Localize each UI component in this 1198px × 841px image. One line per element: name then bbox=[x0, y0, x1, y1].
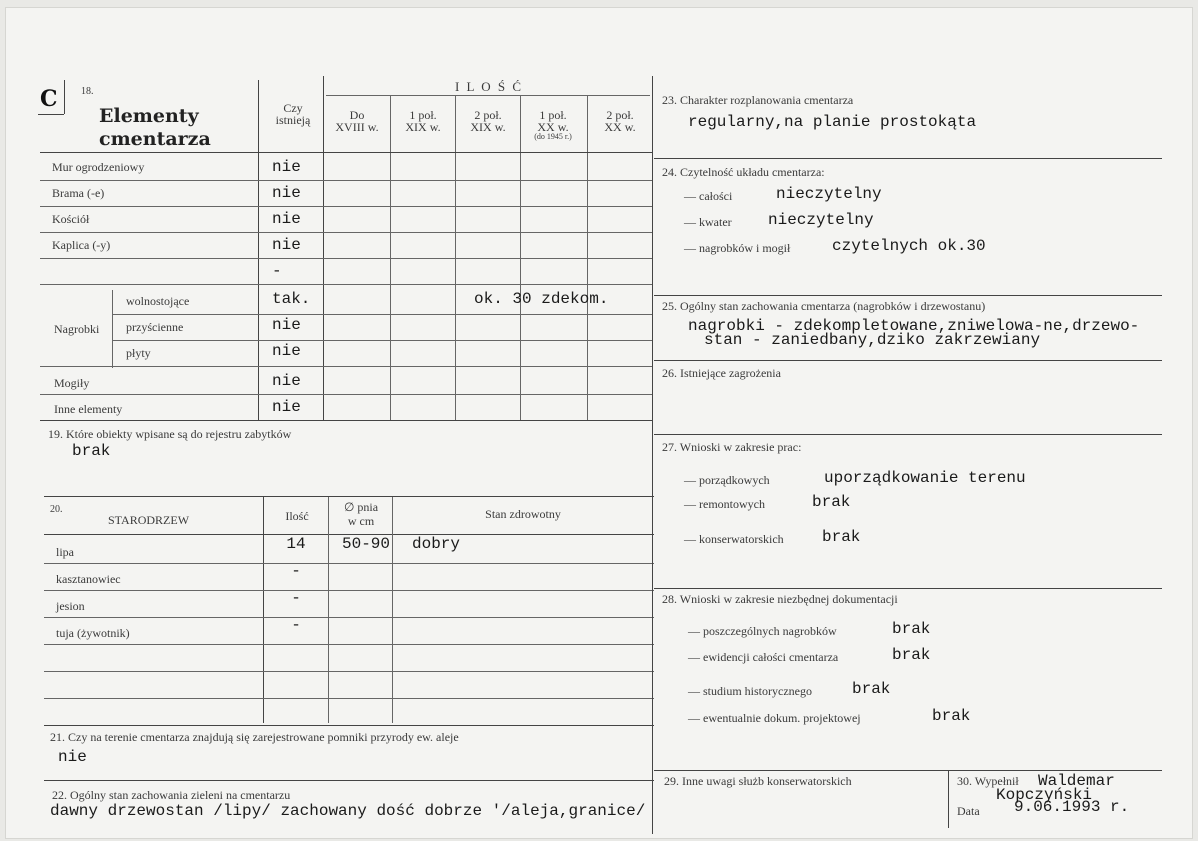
element-row-label: Inne elementy bbox=[54, 402, 123, 416]
nagrobki-label: Nagrobki bbox=[54, 322, 100, 336]
nagrobki-row-label: wolnostojące bbox=[126, 294, 190, 308]
s28-item-value: brak bbox=[892, 620, 931, 638]
starodrzew-row-qty: - bbox=[291, 616, 301, 634]
s27-item-label: — porządkowych bbox=[684, 473, 770, 487]
s19-value: brak bbox=[72, 442, 111, 460]
element-row-label: Kościół bbox=[52, 212, 90, 226]
nagrobki-row-value: nie bbox=[272, 316, 301, 334]
elements-title-line1: Elementy bbox=[99, 105, 199, 127]
nagrobki-row-label: płyty bbox=[126, 346, 151, 360]
element-row-label: Mur ogrodzeniowy bbox=[52, 160, 145, 174]
s23-label: 23. Charakter rozplanowania cmentarza bbox=[662, 93, 854, 107]
s26-label: 26. Istniejące zagrożenia bbox=[662, 366, 781, 380]
element-row-value: - bbox=[272, 262, 282, 280]
s25-line1: nagrobki - zdekompletowane,zniwelowa-ne,drzewo- bbox=[688, 317, 1140, 335]
section-letter: C bbox=[40, 86, 58, 112]
s27-label: 27. Wnioski w zakresie prac: bbox=[662, 440, 802, 454]
starodrzew-row-stan: dobry bbox=[412, 535, 461, 553]
ilosc-col-2-line2: XIX w. bbox=[470, 120, 506, 134]
element-row-value: nie bbox=[272, 398, 301, 416]
ilosc-col-2-line1: 2 poł. bbox=[474, 108, 502, 122]
s29-label: 29. Inne uwagi służb konserwatorskich bbox=[664, 774, 852, 788]
s21-label: 21. Czy na terenie cmentarza znajdują się zarejestrowane pomniki przyrody ew. aleje bbox=[50, 730, 459, 744]
element-row-value: nie bbox=[272, 184, 301, 202]
s20-col-ilosc: Ilość bbox=[285, 509, 309, 523]
element-row-label: Kaplica (-y) bbox=[52, 238, 111, 252]
element-row-value: nie bbox=[272, 158, 301, 176]
ilosc-col-3-line2: XX w. bbox=[537, 120, 569, 134]
elements-title-line2: cmentarza bbox=[99, 128, 211, 150]
s27-item-label: — konserwatorskich bbox=[684, 532, 784, 546]
ilosc-col-1-line2: XIX w. bbox=[405, 120, 441, 134]
starodrzew-row-name: tuja (żywotnik) bbox=[56, 626, 130, 640]
element-row-value: nie bbox=[272, 210, 301, 228]
ilosc-col-1-line1: 1 poł. bbox=[409, 108, 437, 122]
s28-item-label: — ewentualnie dokum. projektowej bbox=[688, 711, 861, 725]
starodrzew-row-qty: - bbox=[291, 562, 301, 580]
s27-item-value: brak bbox=[812, 493, 851, 511]
s25-line2: stan - zaniedbany,dziko zakrzewiany bbox=[704, 331, 1041, 349]
s28-item-value: brak bbox=[852, 680, 891, 698]
s20-col-stan: Stan zdrowotny bbox=[485, 507, 561, 521]
element-row-value: nie bbox=[272, 372, 301, 390]
s20-number: 20. bbox=[50, 504, 63, 515]
s22-value: dawny drzewostan /lipy/ zachowany dość dobrze '/aleja,granice/ bbox=[50, 802, 646, 820]
s28-item-value: brak bbox=[932, 707, 971, 725]
s30-label: 30. Wypełnił bbox=[957, 774, 1019, 788]
starodrzew-row-qty: 14 bbox=[286, 535, 306, 553]
s27-item-value: brak bbox=[822, 528, 861, 546]
s30-name1: Waldemar bbox=[1038, 772, 1115, 790]
starodrzew-row-name: jesion bbox=[56, 599, 85, 613]
s24-label: 24. Czytelność układu cmentarza: bbox=[662, 165, 825, 179]
ilosc-col-4-line2: XX w. bbox=[604, 120, 636, 134]
s24-item-value: nieczytelny bbox=[776, 185, 882, 203]
ilosc-col-3-line3: (do 1945 r.) bbox=[534, 132, 572, 141]
ilosc-header: I L O Ś Ć bbox=[454, 79, 524, 94]
element-row-value: nie bbox=[272, 236, 301, 254]
s27-item-value: uporządkowanie terenu bbox=[824, 469, 1026, 487]
starodrzew-row-qty: - bbox=[291, 589, 301, 607]
s28-item-label: — poszczególnych nagrobków bbox=[688, 624, 837, 638]
s19-label: 19. Które obiekty wpisane są do rejestru zabytków bbox=[48, 427, 292, 441]
ilosc-col-0-line2: XVIII w. bbox=[335, 120, 379, 134]
ilosc-col-0-line1: Do bbox=[349, 108, 365, 122]
nagrobki-row-value: nie bbox=[272, 342, 301, 360]
section-18-number: 18. bbox=[81, 86, 94, 97]
s24-item-value: nieczytelny bbox=[768, 211, 874, 229]
starodrzew-row-diam: 50-90 bbox=[342, 535, 391, 553]
s21-value: nie bbox=[58, 748, 87, 766]
s22-label: 22. Ogólny stan zachowania zieleni na cmentarzu bbox=[52, 788, 291, 802]
starodrzew-row-name: lipa bbox=[56, 545, 74, 559]
nagrobki-row-value: tak. bbox=[272, 290, 311, 308]
s20-col-pnia-2: w cm bbox=[347, 514, 375, 528]
starodrzew-title: STARODRZEW bbox=[108, 513, 190, 527]
s24-item-label: — całości bbox=[684, 189, 733, 203]
s28-label: 28. Wnioski w zakresie niezbędnej dokumentacji bbox=[662, 592, 898, 606]
s28-item-value: brak bbox=[892, 646, 931, 664]
ilosc-col-4-line1: 2 poł. bbox=[606, 108, 634, 122]
s23-value: regularny,na planie prostokąta bbox=[688, 113, 977, 131]
nagrobki-row-note: ok. 30 zdekom. bbox=[474, 290, 609, 308]
s24-item-label: — kwater bbox=[684, 215, 732, 229]
s27-item-label: — remontowych bbox=[684, 497, 765, 511]
s24-item-value: czytelnych ok.30 bbox=[832, 237, 986, 255]
s25-label: 25. Ogólny stan zachowania cmentarza (nagrobków i drzewostanu) bbox=[662, 299, 986, 313]
s30-date: 9.06.1993 r. bbox=[1014, 798, 1130, 816]
s30-name2: Kopczyński bbox=[996, 786, 1093, 804]
col-czy-header: Czy istnieją bbox=[275, 101, 311, 127]
s20-col-pnia-1: ∅ pnia bbox=[343, 500, 379, 514]
s24-item-label: — nagrobków i mogił bbox=[684, 241, 791, 255]
s28-item-label: — studium historycznego bbox=[688, 684, 812, 698]
nagrobki-row-label: przyścienne bbox=[126, 320, 184, 334]
element-row-label: Mogiły bbox=[54, 376, 90, 390]
s28-item-label: — ewidencji całości cmentarza bbox=[688, 650, 839, 664]
element-row-label: Brama (-e) bbox=[52, 186, 105, 200]
starodrzew-row-name: kasztanowiec bbox=[56, 572, 121, 586]
s30-date-label: Data bbox=[957, 804, 980, 818]
ilosc-col-3-line1: 1 poł. bbox=[539, 108, 567, 122]
